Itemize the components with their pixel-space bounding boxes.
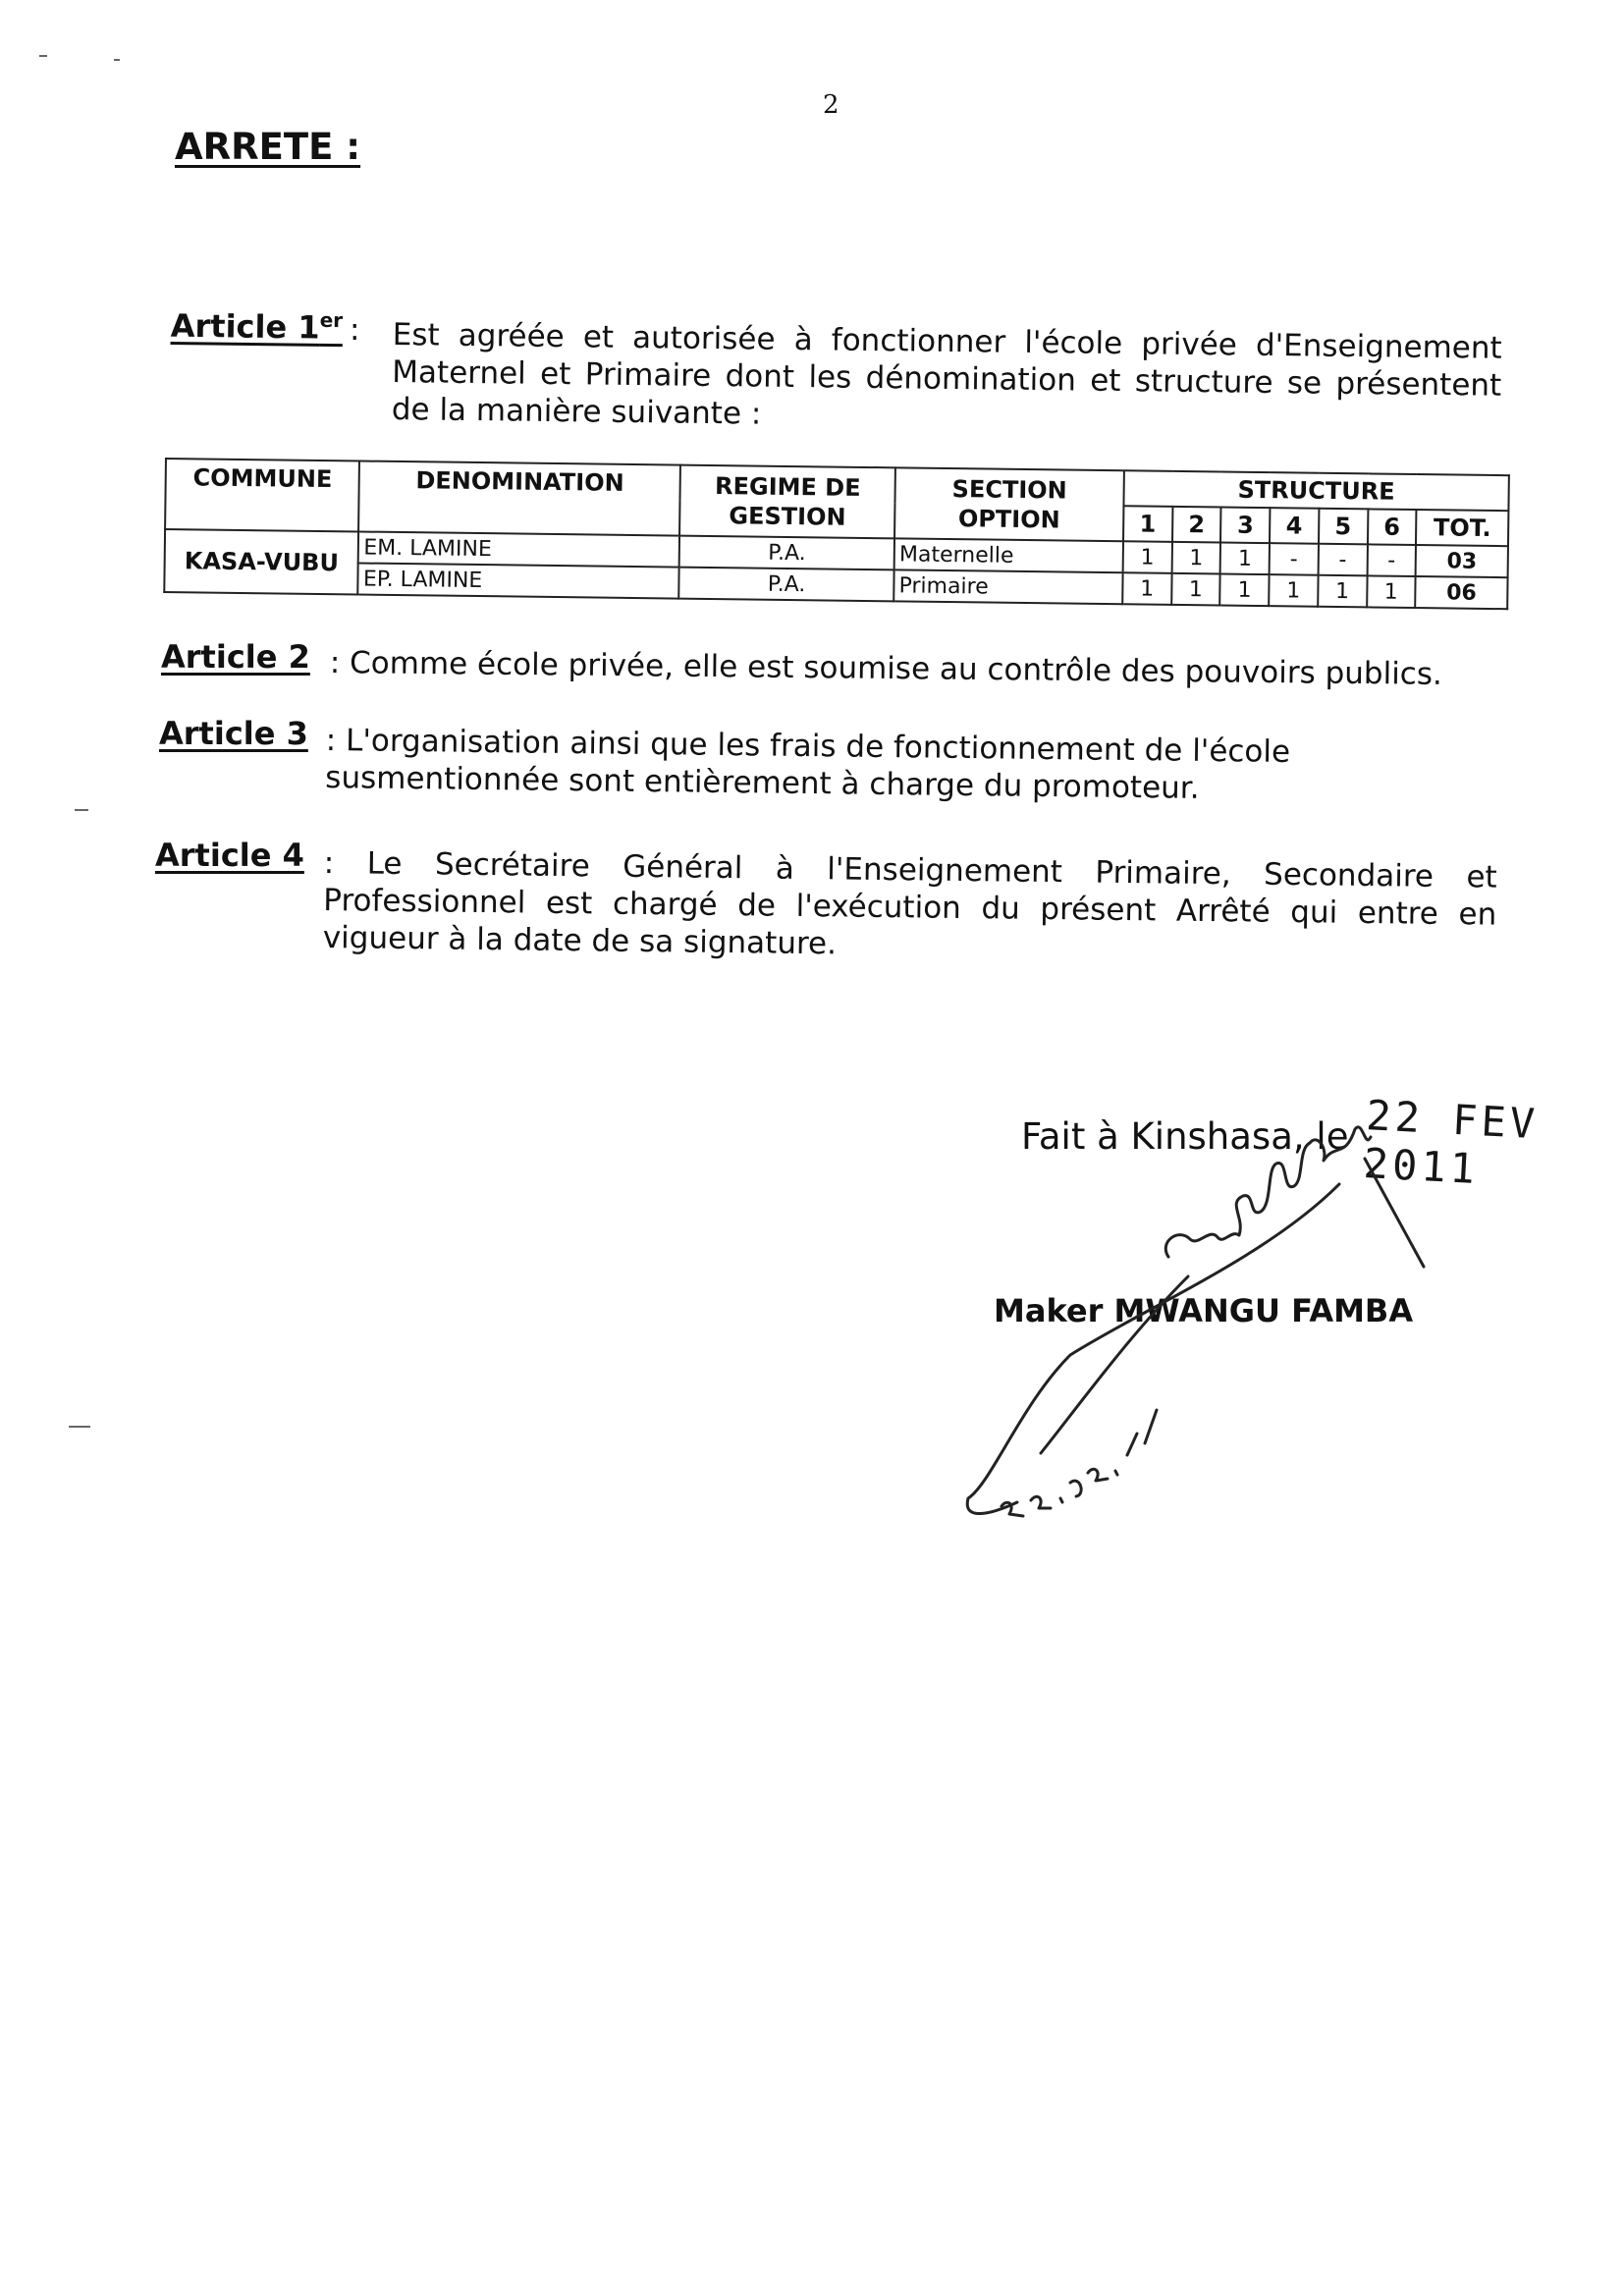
cell-level: 1	[1122, 572, 1171, 605]
header-level-2: 2	[1172, 507, 1221, 543]
header-section: SECTION OPTION	[894, 467, 1124, 541]
article-3-text: L'organisation ainsi que les frais de fonctionnement de l'école susmentionnée sont entièrement à charge du promoteur.	[325, 723, 1291, 806]
article-4-text: Le Secrétaire Général à l'Enseignement Primaire, Secondaire et Professionnel est chargé de l'exécution du présent Arrêté qui entre en vigueur à la date de sa signature.	[322, 845, 1497, 962]
article-2-text: Comme école privée, elle est soumise au contrôle des pouvoirs publics.	[349, 645, 1443, 692]
header-level-4: 4	[1270, 508, 1319, 544]
header-denomination: DENOMINATION	[359, 461, 681, 535]
cell-level: -	[1270, 543, 1319, 575]
cell-regime: P.A.	[678, 568, 893, 602]
article-1-label	[171, 306, 344, 347]
article-2-label: Article 2	[161, 638, 310, 676]
cell-level: 1	[1220, 574, 1270, 607]
page-number: 2	[823, 90, 839, 120]
place-date-line: Fait à Kinshasa, le	[1021, 1115, 1349, 1158]
cell-denomination: EP. LAMINE	[358, 563, 679, 598]
cell-denomination: EM. LAMINE	[358, 531, 679, 567]
header-regime: REGIME DE GESTION	[679, 465, 895, 539]
handwritten-signature	[933, 1110, 1483, 1542]
margin-mark-mid	[75, 809, 88, 811]
article-1-label-text: Article 1	[170, 306, 320, 347]
header-level-6: 6	[1367, 509, 1416, 545]
cell-section: Primaire	[893, 569, 1122, 604]
signature-stroke-blade	[967, 1184, 1339, 1514]
cell-total: 03	[1416, 545, 1508, 577]
cell-level: -	[1367, 544, 1416, 576]
signature-stroke-loop	[1310, 1127, 1371, 1161]
header-level-5: 5	[1319, 509, 1368, 545]
cell-level: -	[1318, 544, 1367, 576]
article-2-body	[330, 644, 1557, 694]
cell-level: 1	[1123, 541, 1172, 573]
cell-section: Maternelle	[894, 538, 1123, 572]
cell-commune: KASA-VUBU	[164, 529, 358, 594]
signature-stroke-upper	[1165, 1143, 1310, 1257]
article-1-separator: :	[350, 312, 360, 348]
table-header-row	[166, 459, 1509, 511]
cell-level: 1	[1220, 543, 1270, 575]
margin-mark-top	[114, 59, 120, 61]
article-1-text: Est agréée et autorisée à fonctionner l'école privée d'Enseignement Maternel et Primaire dont les dénomination et structure se présentent de la manière suivante :	[391, 316, 1502, 432]
cell-level: 1	[1269, 574, 1318, 607]
article-4-separator: :	[323, 844, 335, 882]
margin-mark-lower	[69, 1426, 90, 1428]
cell-level: 1	[1318, 575, 1367, 608]
article-4-body	[323, 844, 1497, 971]
header-level-1: 1	[1123, 506, 1172, 542]
margin-mark-top-left	[39, 55, 47, 57]
signature-stroke-diagonal	[1365, 1159, 1424, 1267]
signature-stroke-date	[1001, 1410, 1157, 1516]
article-1-label-sup: er	[319, 307, 344, 333]
article-2-separator: :	[329, 644, 341, 681]
cell-regime: P.A.	[679, 536, 894, 570]
article-3-separator: :	[325, 722, 337, 759]
header-level-3: 3	[1220, 508, 1270, 544]
cell-total: 06	[1415, 576, 1507, 609]
article-4-label: Article 4	[155, 837, 304, 874]
cell-level: 1	[1171, 542, 1220, 574]
signatory-name: Maker MWANGU FAMBA	[994, 1292, 1414, 1329]
article-3-label: Article 3	[159, 715, 308, 752]
cell-level: 1	[1367, 575, 1416, 608]
header-commune: COMMUNE	[165, 459, 359, 531]
cell-level: 1	[1171, 573, 1220, 606]
date-stamp: 22 FEV 2011	[1362, 1091, 1541, 1194]
page-heading: ARRETE :	[175, 126, 361, 168]
header-structure: STRUCTURE	[1123, 470, 1509, 511]
header-total: TOT.	[1416, 510, 1508, 546]
school-structure-table	[163, 458, 1510, 610]
article-3-body	[325, 722, 1494, 811]
